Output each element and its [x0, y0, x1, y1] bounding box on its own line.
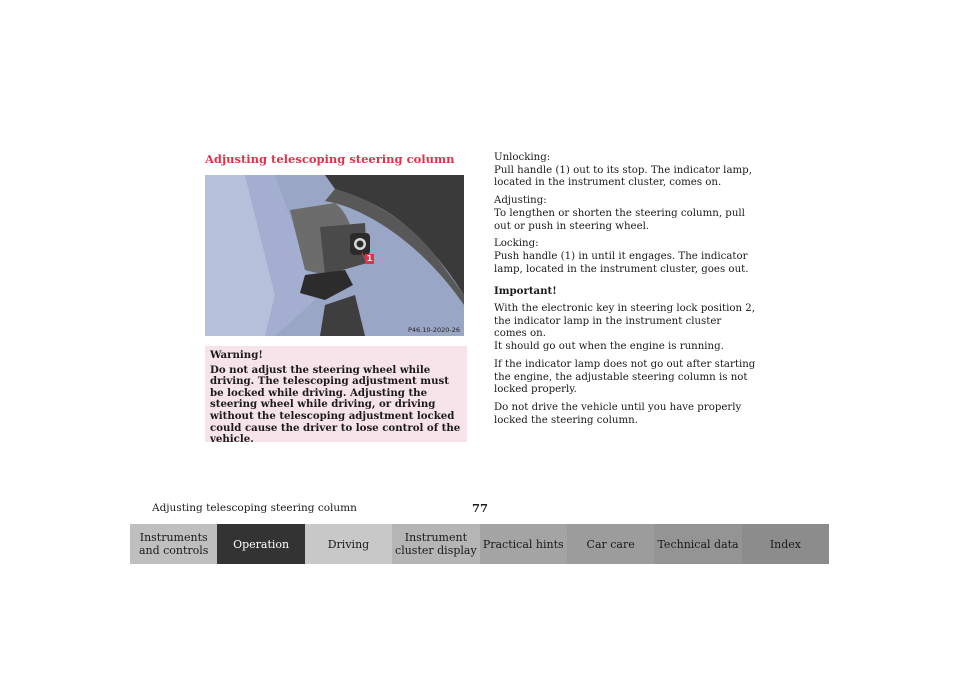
- locking-block: [494, 238, 756, 276]
- tab-operation[interactable]: Operation: [217, 524, 304, 564]
- important-p3: Do not drive the vehicle until you have properly locked the steering column.: [494, 401, 742, 426]
- important-p1a: With the electronic key in steering lock position 2, the indicator lamp in the instrument cluster comes on.: [494, 303, 755, 340]
- nav-tabs: [130, 524, 829, 564]
- warning-text: Do not adjust the steering wheel while driving. The telescoping adjustment must be locked while driving. Adjusting the steering wheel while driving, or driving without the telescoping adjustment locked could cause the driver to lose control of the vehicle.: [210, 363, 461, 446]
- unlocking-title: Unlocking:: [494, 152, 551, 163]
- warning-title: Warning!: [210, 349, 263, 361]
- tab-practical-hints[interactable]: Practical hints: [480, 524, 567, 564]
- unlocking-block: [494, 152, 756, 190]
- adjusting-title: Adjusting:: [494, 195, 547, 207]
- footer-title: Adjusting telescoping steering column: [152, 502, 357, 514]
- steering-column-figure: [205, 175, 464, 336]
- tab-technical-data[interactable]: Technical data: [654, 524, 741, 564]
- warning-box: [205, 346, 467, 446]
- tab-index[interactable]: Index: [742, 524, 829, 564]
- unlocking-text: Pull handle (1) out to its stop. The indicator lamp, located in the instrument cluster, comes on.: [494, 164, 752, 189]
- important-p1: [494, 303, 756, 354]
- tab-instruments-and-controls[interactable]: Instruments and controls: [130, 524, 217, 564]
- page-number: 77: [472, 501, 489, 515]
- locking-text: Push handle (1) in until it engages. The indicator lamp, located in the instrument cluster, goes out.: [494, 250, 749, 275]
- locking-title: Locking:: [494, 238, 539, 250]
- tab-instrument-cluster-display[interactable]: Instrument cluster display: [392, 524, 479, 564]
- steering-column-illustration: [205, 175, 464, 336]
- adjusting-block: [494, 195, 756, 233]
- important-title: Important!: [494, 285, 557, 298]
- important-p1b: It should go out when the engine is running.: [494, 341, 724, 353]
- tab-car-care[interactable]: Car care: [567, 524, 654, 564]
- adjusting-text: To lengthen or shorten the steering column, pull out or push in steering wheel.: [494, 207, 745, 232]
- section-heading: Adjusting telescoping steering column: [205, 152, 455, 166]
- tab-driving[interactable]: Driving: [305, 524, 392, 564]
- figure-code: P46.10-2020-26: [407, 326, 460, 334]
- figure-callout-1: 1: [366, 254, 373, 263]
- important-p2: If the indicator lamp does not go out after starting the engine, the adjustable steering column is not locked properly.: [494, 358, 756, 396]
- instructions-column: [494, 152, 756, 432]
